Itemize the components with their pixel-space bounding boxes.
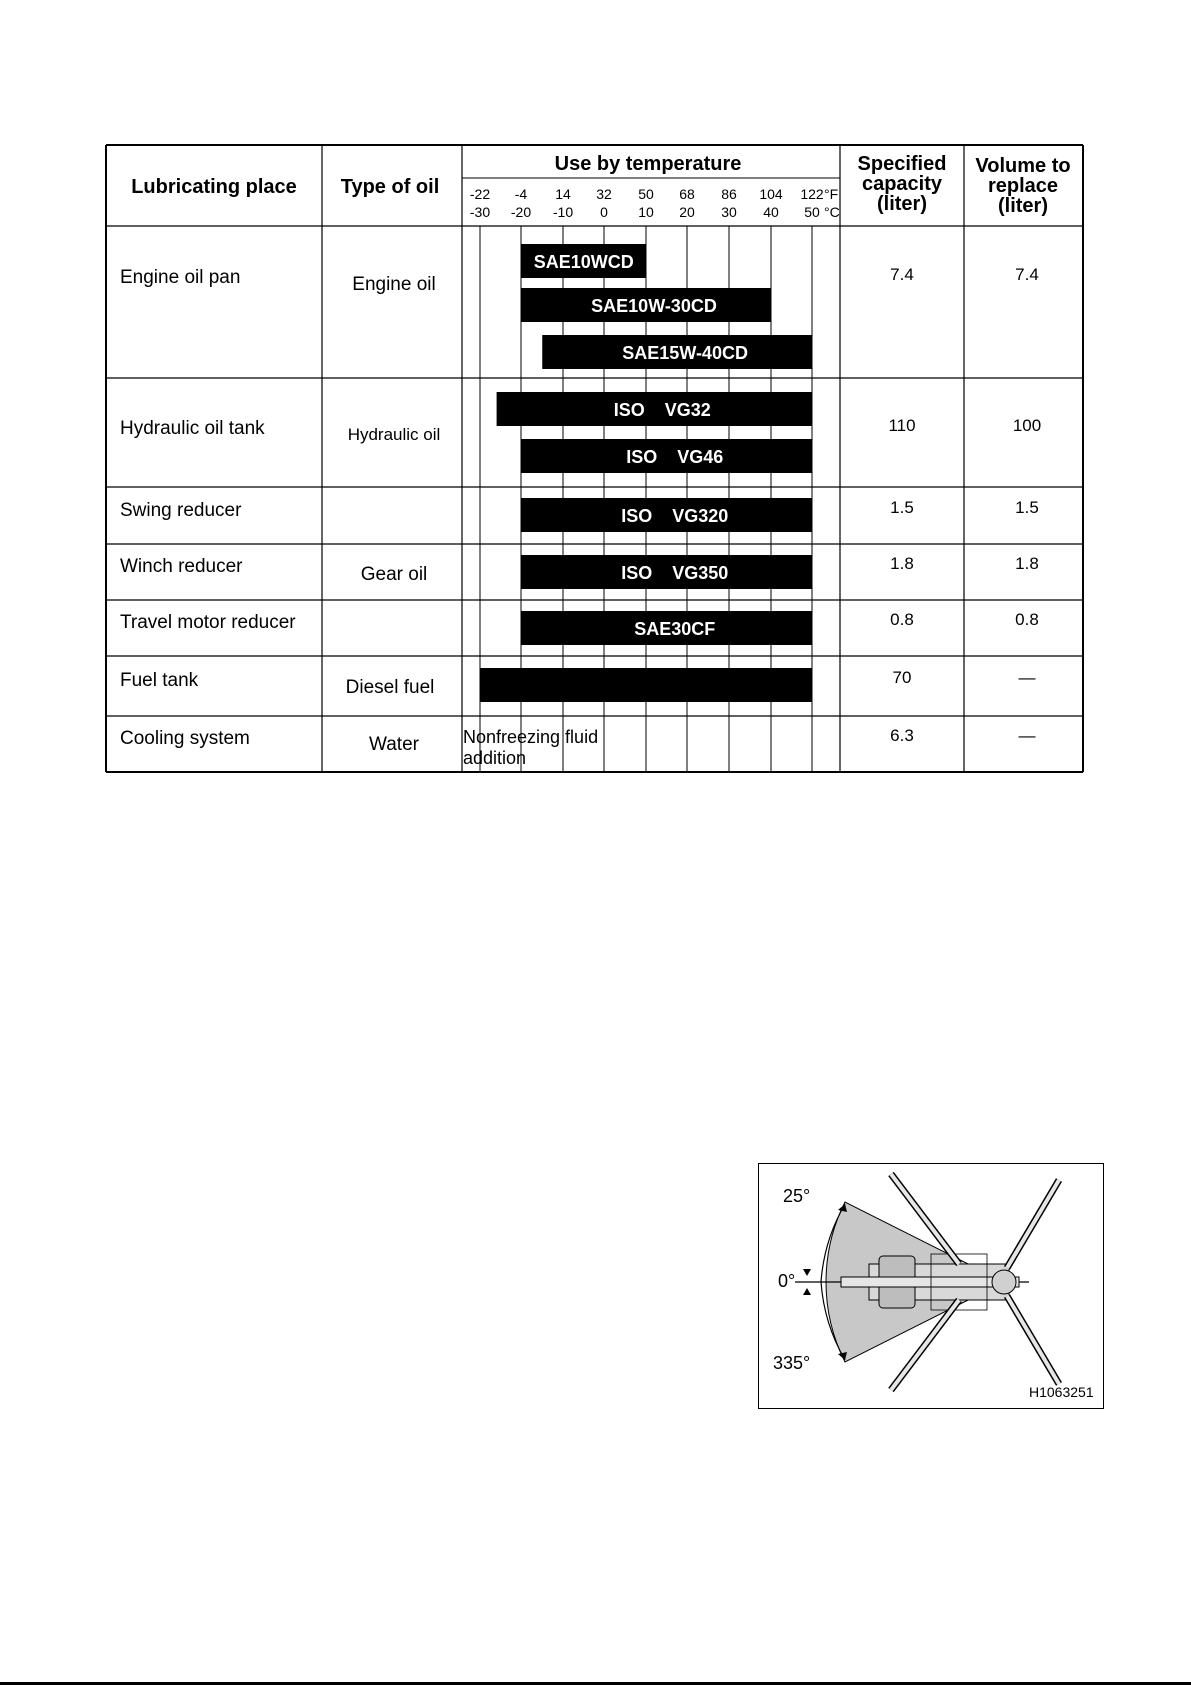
row-type-of-oil: Engine oil — [352, 274, 436, 295]
row-lubricating-place: Fuel tank — [120, 670, 199, 691]
row-note: addition — [463, 748, 527, 768]
row-specified-capacity: 1.8 — [890, 554, 914, 573]
row-volume-to-replace: 100 — [1012, 416, 1042, 435]
temp-celsius-tick: -20 — [510, 204, 532, 220]
outrigger-rear-right-inner — [1007, 1296, 1059, 1384]
angle-label-335: 335° — [773, 1353, 811, 1373]
bar-label: SAE10W-30CD — [591, 296, 717, 316]
temp-c-unit: °C — [824, 204, 840, 220]
temperature-range-bar — [480, 668, 812, 702]
row-volume-to-replace: — — [1018, 668, 1036, 687]
temp-celsius-tick: 30 — [721, 204, 737, 220]
zero-arrow-down — [803, 1288, 811, 1295]
header-specified-capacity: (liter) — [877, 193, 927, 215]
crane-top-view-drawing — [759, 1164, 1105, 1410]
temp-f-unit: °F — [824, 186, 839, 202]
temp-fahrenheit-tick: 32 — [596, 186, 612, 202]
bar-label: ISO VG32 — [613, 400, 711, 420]
row-specified-capacity: 0.8 — [890, 610, 914, 629]
header-specified-capacity: capacity — [861, 173, 943, 195]
outrigger-front-right-inner — [1007, 1180, 1059, 1268]
row-lubricating-place: Engine oil pan — [120, 267, 241, 288]
header-lubricating-place: Lubricating place — [131, 176, 297, 198]
row-type-of-oil: Gear oil — [360, 564, 428, 585]
bar-label: SAE10WCD — [533, 252, 634, 272]
row-type-of-oil: Diesel fuel — [345, 677, 435, 698]
row-specified-capacity: 6.3 — [890, 726, 914, 745]
row-specified-capacity: 1.5 — [890, 498, 914, 517]
header-volume-to-replace: replace — [987, 175, 1059, 197]
row-lubricating-place: Cooling system — [120, 728, 250, 749]
row-specified-capacity: 110 — [888, 416, 916, 435]
row-lubricating-place: Travel motor reducer — [120, 612, 296, 633]
figure-code: H1063251 — [1029, 1384, 1094, 1400]
angle-label-25: 25° — [783, 1186, 811, 1206]
header-volume-to-replace: Volume to — [975, 155, 1071, 177]
temp-celsius-tick: -10 — [552, 204, 574, 220]
temp-fahrenheit-tick: -22 — [469, 186, 491, 202]
row-type-of-oil: Water — [369, 734, 419, 755]
temp-fahrenheit-tick: 14 — [555, 186, 571, 202]
bar-label: ISO VG46 — [626, 447, 724, 467]
temp-fahrenheit-tick: 68 — [679, 186, 695, 202]
header-volume-to-replace: (liter) — [998, 195, 1048, 217]
row-volume-to-replace: 7.4 — [1015, 265, 1039, 284]
row-lubricating-place: Winch reducer — [120, 556, 243, 577]
temp-celsius-tick: 20 — [679, 204, 695, 220]
temp-fahrenheit-tick: -4 — [514, 186, 528, 202]
row-note: Nonfreezing fluid — [463, 727, 599, 747]
temp-fahrenheit-tick: 50 — [638, 186, 654, 202]
temp-celsius-tick: 50 — [804, 204, 820, 220]
header-specified-capacity: Specified — [857, 153, 947, 175]
lubrication-table — [0, 0, 1191, 800]
row-lubricating-place: Hydraulic oil tank — [120, 418, 265, 439]
header-type-of-oil: Type of oil — [340, 176, 440, 198]
bar-label: ISO VG320 — [621, 506, 729, 526]
row-volume-to-replace: 1.5 — [1015, 498, 1039, 517]
bar-label: SAE30CF — [634, 619, 716, 639]
temp-celsius-tick: 40 — [763, 204, 779, 220]
temp-fahrenheit-tick: 86 — [721, 186, 737, 202]
angle-label-0: 0° — [778, 1271, 796, 1291]
temp-celsius-tick: -30 — [469, 204, 491, 220]
bar-label: SAE15W-40CD — [622, 343, 748, 363]
temp-fahrenheit-tick: 122 — [800, 186, 824, 202]
row-lubricating-place: Swing reducer — [120, 500, 242, 521]
row-specified-capacity: 7.4 — [890, 265, 914, 284]
slewing-center — [992, 1270, 1016, 1294]
header-use-by-temperature: Use by temperature — [554, 153, 742, 175]
boom-swing-angle-figure — [758, 1163, 1104, 1409]
row-specified-capacity: 70 — [892, 668, 912, 687]
temp-celsius-tick: 0 — [600, 204, 608, 220]
row-volume-to-replace: 0.8 — [1015, 610, 1039, 629]
temp-celsius-tick: 10 — [638, 204, 654, 220]
bar-label: ISO VG350 — [621, 563, 729, 583]
zero-arrow-up — [803, 1269, 811, 1276]
row-volume-to-replace: — — [1018, 726, 1036, 745]
row-type-of-oil: Hydraulic oil — [347, 425, 441, 444]
row-volume-to-replace: 1.8 — [1015, 554, 1039, 573]
temp-fahrenheit-tick: 104 — [759, 186, 783, 202]
